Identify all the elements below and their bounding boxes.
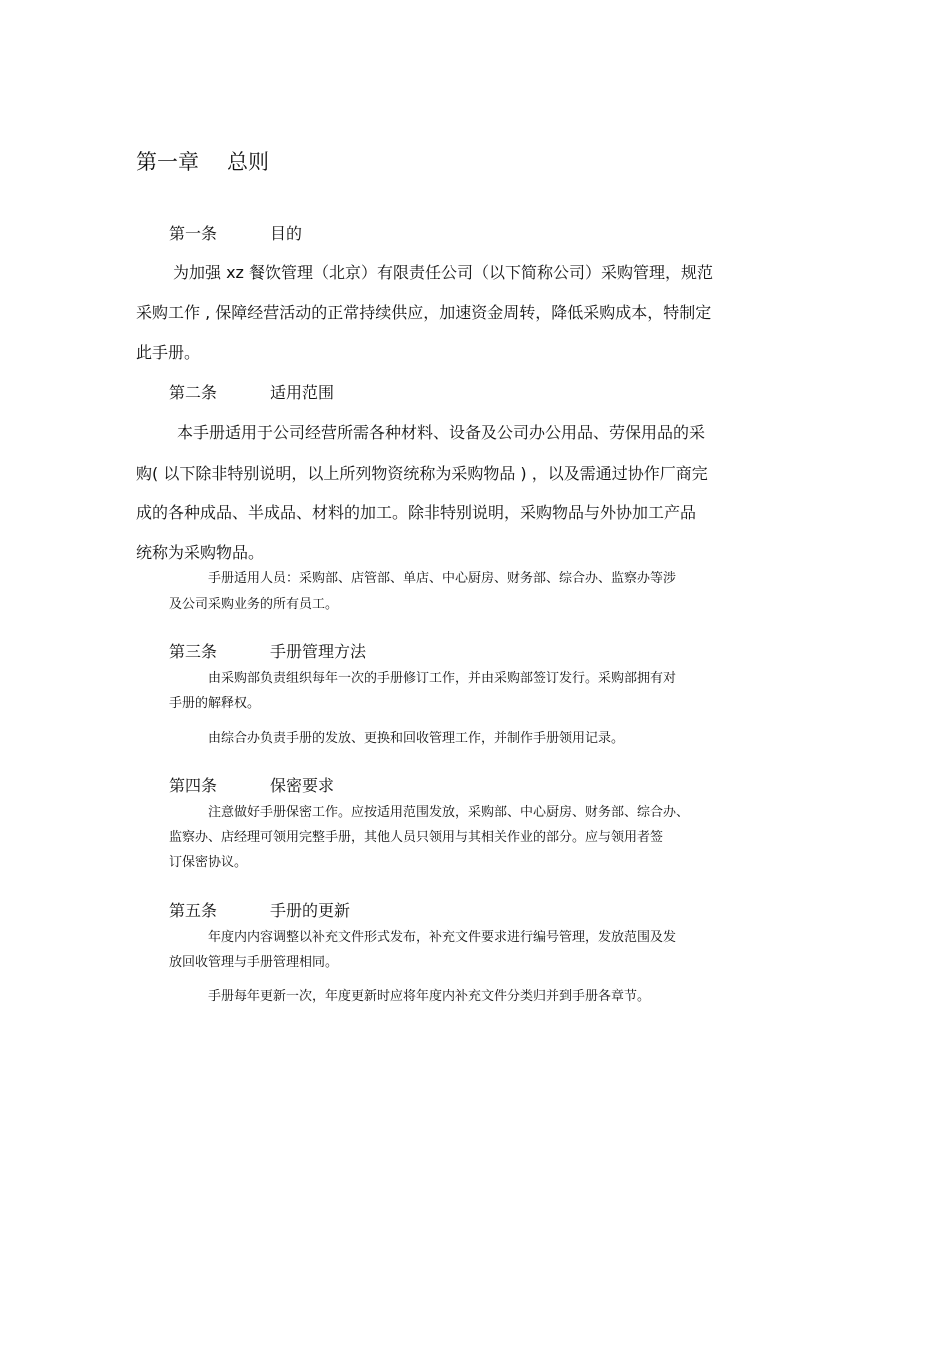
article-3-line-2: 手册的解释权。	[169, 696, 261, 711]
article-3-title: 手册管理方法	[270, 642, 367, 661]
article-3-line-1: 由采购部负责组织每年一次的手册修订工作，并由采购部签订发行。采购部拥有对	[208, 671, 677, 686]
article-2-number: 第二条	[169, 383, 218, 402]
article-1-line-2: 采购工作 , 保障经营活动的正常持续供应，加速资金周转，降低采购成本，特制定	[136, 303, 712, 322]
chapter-title: 总则	[227, 150, 269, 174]
article-2-note-1: 手册适用人员：采购部、店管部、单店、中心厨房、财务部、综合办、监察办等涉	[208, 571, 677, 586]
article-5-title: 手册的更新	[270, 901, 351, 920]
article-1-line-3: 此手册。	[136, 343, 201, 362]
article-5-number: 第五条	[169, 901, 218, 920]
article-4-title: 保密要求	[270, 776, 335, 795]
article-4-line-2: 监察办、店经理可领用完整手册，其他人员只领用与其相关作业的部分。应与领用者签	[169, 830, 664, 845]
article-4-line-1: 注意做好手册保密工作。应按适用范围发放，采购部、中心厨房、财务部、综合办、	[208, 805, 690, 820]
article-2-line-2: 购( 以下除非特别说明，以上所列物资统称为采购物品 ) ，以及需通过协作厂商完	[136, 464, 708, 483]
article-1-number: 第一条	[169, 224, 218, 243]
article-3-number: 第三条	[169, 642, 218, 661]
article-5-line-1: 年度内内容调整以补充文件形式发布，补充文件要求进行编号管理，发放范围及发	[208, 930, 677, 945]
article-2-line-4: 统称为采购物品。	[136, 543, 265, 562]
article-2-title: 适用范围	[270, 383, 335, 402]
article-1-title: 目的	[270, 224, 303, 243]
article-2-note-2: 及公司采购业务的所有员工。	[169, 597, 339, 612]
chapter-number: 第一章	[136, 150, 199, 174]
article-4-line-3: 订保密协议。	[169, 855, 248, 870]
article-4-number: 第四条	[169, 776, 218, 795]
article-3-line-3: 由综合办负责手册的发放、更换和回收管理工作，并制作手册领用记录。	[208, 731, 625, 746]
article-5-line-3: 手册每年更新一次，年度更新时应将年度内补充文件分类归并到手册各章节。	[208, 989, 651, 1004]
article-5-line-2: 放回收管理与手册管理相同。	[169, 955, 339, 970]
article-2-line-3: 成的各种成品、半成品、材料的加工。除非特别说明，采购物品与外协加工产品	[136, 503, 697, 522]
article-2-line-1: 本手册适用于公司经营所需各种材料、设备及公司办公用品、劳保用品的采	[177, 423, 706, 442]
article-1-line-1: 为加强 xz 餐饮管理（北京）有限责任公司（以下简称公司）采购管理，规范	[173, 263, 714, 282]
